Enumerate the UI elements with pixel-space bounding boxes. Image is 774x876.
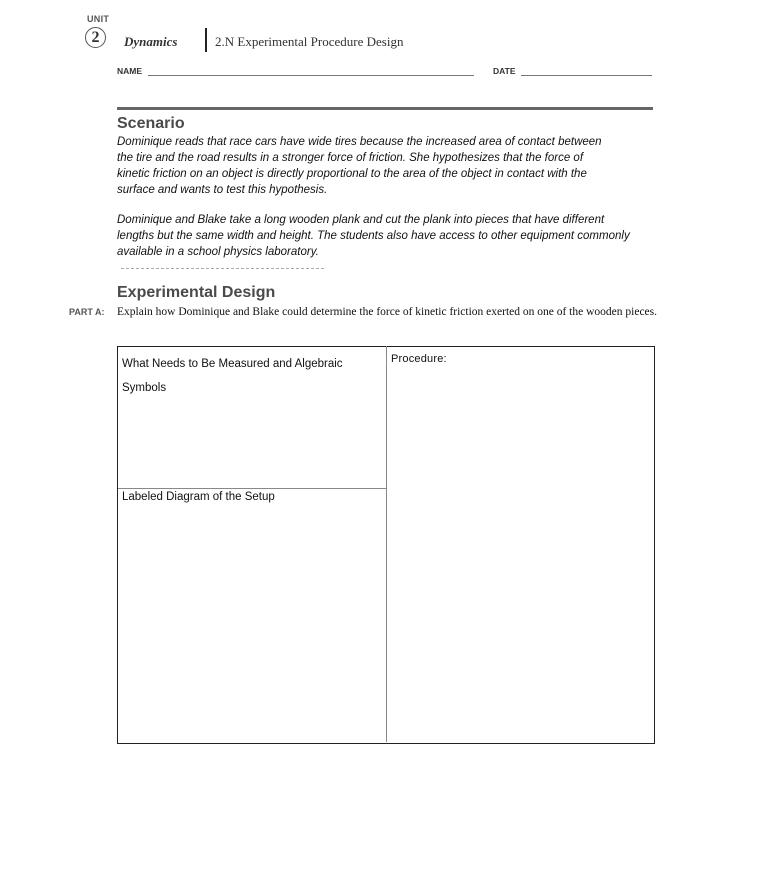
header-divider	[205, 28, 207, 52]
unit-number-badge: 2	[85, 27, 106, 48]
date-label: DATE	[493, 66, 516, 76]
table-row-divider	[118, 488, 386, 489]
procedure-cell-header: Procedure:	[391, 353, 447, 365]
unit-title: Dynamics	[124, 34, 178, 49]
table-column-divider	[386, 346, 387, 742]
scenario-paragraph-1: Dominique reads that race cars have wide tires because the increased area of contact between the tire and the road results in a stronger force of friction. She hypothesizes that the force of kinetic friction on an object is directly proportional to the area of the object in contact with the surface and wants to test this hypothesis.	[117, 136, 602, 196]
part-a-label: PART A:	[69, 307, 105, 317]
lesson-title: 2.N Experimental Procedure Design	[215, 34, 404, 49]
scenario-heading: Scenario	[117, 115, 185, 132]
diagram-cell-header: Labeled Diagram of the Setup	[122, 491, 275, 503]
experimental-design-heading: Experimental Design	[117, 284, 276, 301]
scenario-paragraph-2: Dominique and Blake take a long wooden plank and cut the plank into pieces that have different lengths but the same width and height. The students also have access to other equipment commonly available in a school physics laboratory.	[117, 214, 630, 258]
measurements-cell-header: What Needs to Be Measured and Algebraic Symbols	[122, 358, 343, 394]
name-label: NAME	[117, 66, 143, 76]
date-field[interactable]	[521, 75, 652, 76]
unit-label: UNIT	[87, 14, 110, 24]
header-rule	[117, 107, 653, 110]
section-separator	[121, 268, 324, 269]
part-a-prompt: Explain how Dominique and Blake could determine the force of kinetic friction exerted on one of the wooden pieces.	[117, 306, 658, 318]
name-field[interactable]	[148, 75, 474, 76]
